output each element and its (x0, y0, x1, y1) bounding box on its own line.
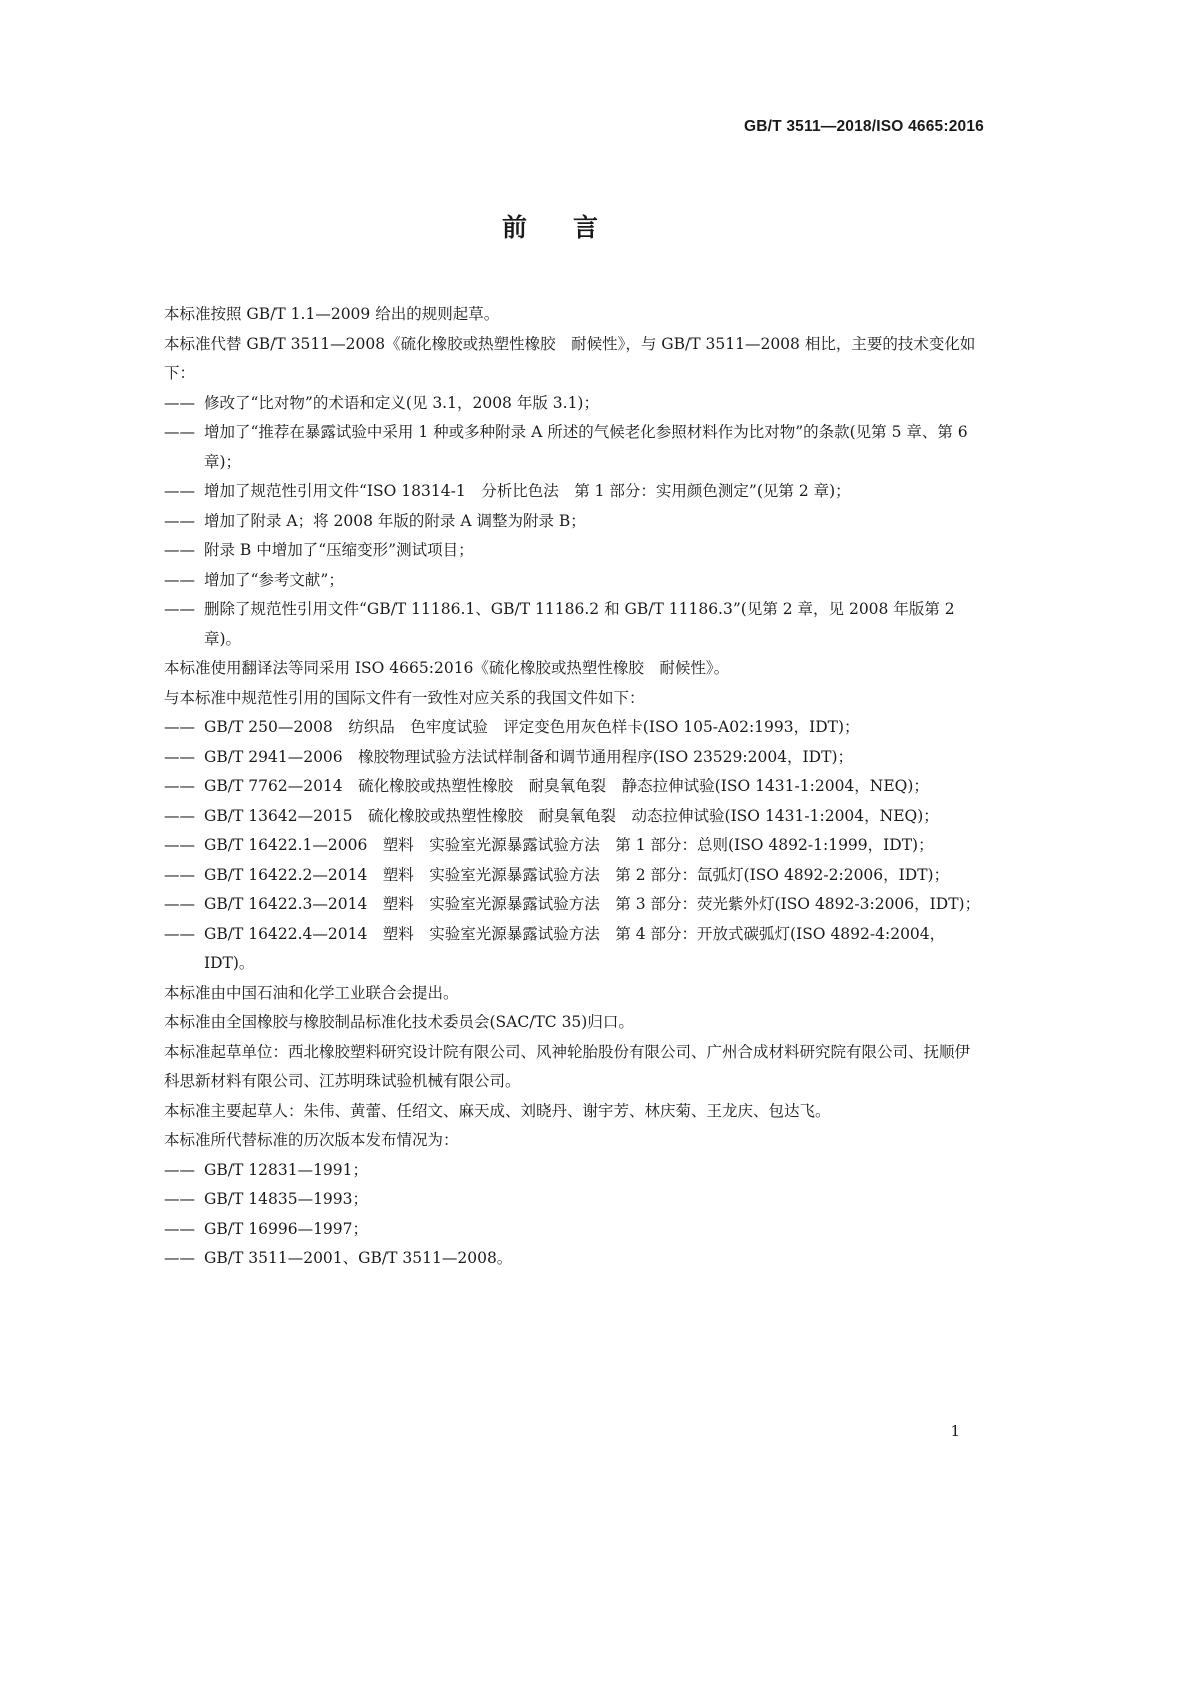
list-item-text: 增加了“推荐在暴露试验中采用 1 种或多种附录 A 所述的气候老化参照材料作为比对物”的条款(见第 5 章、第 6 章)； (204, 423, 968, 471)
list-item (164, 595, 984, 654)
list-item (164, 1185, 984, 1215)
list-item (164, 920, 984, 979)
list-item-text: GB/T 16422.3—2014 塑料 实验室光源暴露试验方法 第 3 部分：荧光紫外灯(ISO 4892-3:2006，IDT)； (204, 895, 981, 913)
paragraph-replacement (124, 330, 984, 389)
history-list (164, 1156, 984, 1274)
paragraph-drafters: 本标准主要起草人：朱伟、黄蕾、任绍文、麻天成、刘晓丹、谢宇芳、林庆菊、王龙庆、包达飞。 (164, 1101, 831, 1120)
list-item (164, 389, 984, 419)
list-item-text: 增加了附录 A；将 2008 年版的附录 A 调整为附录 B； (204, 511, 586, 530)
paragraph-history-intro: 本标准所代替标准的历次版本发布情况为： (164, 1131, 459, 1149)
list-item-text: GB/T 16422.1—2006 塑料 实验室光源暴露试验方法 第 1 部分：总则(ISO 4892-1:1999，IDT)； (204, 836, 934, 854)
dash-marker: —— (164, 600, 195, 618)
list-item-text: GB/T 16422.2—2014 塑料 实验室光源暴露试验方法 第 2 部分：氙弧灯(ISO 4892-2:2006，IDT)； (204, 865, 950, 884)
list-item-text: GB/T 14835—1993； (204, 1190, 369, 1208)
dash-marker: —— (164, 482, 195, 500)
list-item (164, 861, 984, 891)
list-item-text: 增加了“参考文献”； (204, 570, 344, 589)
document-body (164, 300, 984, 1274)
list-item-text: 增加了规范性引用文件“ISO 18314-1 分析比色法 第 1 部分：实用颜色测定”(见第 2 章)； (204, 482, 851, 500)
paragraph-proposer: 本标准由中国石油和化学工业联合会提出。 (164, 983, 459, 1002)
paragraph-drafting-rules: 本标准按照 GB/T 1.1—2009 给出的规则起草。 (164, 305, 500, 323)
dash-marker: —— (164, 541, 195, 559)
dash-marker: —— (164, 1249, 195, 1267)
list-item (164, 477, 984, 507)
paragraph-drafting-units-text: 本标准起草单位：西北橡胶塑料研究设计院有限公司、风神轮胎股份有限公司、广州合成材料研究院有限公司、抚顺伊科思新材料有限公司、江苏明珠试验机械有限公司。 (164, 1042, 971, 1090)
list-item (164, 1156, 984, 1186)
paragraph-drafting-units (124, 1038, 984, 1097)
list-item (164, 743, 984, 773)
references-list (164, 713, 984, 979)
list-item-text: GB/T 16996—1997； (204, 1219, 369, 1238)
dash-marker: —— (164, 924, 195, 943)
standard-code-header: GB/T 3511—2018/ISO 4665:2016 (744, 118, 984, 135)
dash-marker: —— (164, 393, 195, 412)
dash-marker: —— (164, 1190, 195, 1208)
list-item (164, 772, 984, 802)
dash-marker: —— (164, 718, 195, 736)
changes-list (164, 389, 984, 655)
paragraph-references-intro: 与本标准中规范性引用的国际文件有一致性对应关系的我国文件如下： (164, 688, 645, 707)
list-item (164, 536, 984, 566)
list-item (164, 566, 984, 596)
dash-marker: —— (164, 423, 195, 441)
list-item-text: GB/T 2941—2006 橡胶物理试验方法试样制备和调节通用程序(ISO 23529:2004，IDT)； (204, 747, 853, 766)
dash-marker: —— (164, 747, 195, 766)
list-item-text: GB/T 12831—1991； (204, 1160, 369, 1179)
dash-marker: —— (164, 806, 195, 825)
list-item (164, 507, 984, 537)
list-item (164, 1244, 984, 1274)
dash-marker: —— (164, 895, 195, 913)
dash-marker: —— (164, 570, 195, 589)
list-item (164, 890, 984, 920)
list-item (164, 1215, 984, 1245)
list-item-text: 附录 B 中增加了“压缩变形”测试项目； (204, 541, 474, 559)
list-item-text: 删除了规范性引用文件“GB/T 11186.1、GB/T 11186.2 和 GB/T 11186.3”(见第 2 章，见 2008 年版第 2 章)。 (204, 600, 955, 648)
list-item-text: GB/T 16422.4—2014 塑料 实验室光源暴露试验方法 第 4 部分：开放式碳弧灯(ISO 4892-4:2004，IDT)。 (204, 924, 946, 972)
list-item (164, 713, 984, 743)
list-item-text: GB/T 7762—2014 硫化橡胶或热塑性橡胶 耐臭氧龟裂 静态拉伸试验(ISO 1431-1:2004，NEQ)； (204, 777, 929, 795)
dash-marker: —— (164, 836, 195, 854)
paragraph-adoption: 本标准使用翻译法等同采用 ISO 4665:2016《硫化橡胶或热塑性橡胶 耐候性》。 (164, 659, 730, 677)
list-item-text: GB/T 13642—2015 硫化橡胶或热塑性橡胶 耐臭氧龟裂 动态拉伸试验(ISO 1431-1:2004，NEQ)； (204, 806, 939, 825)
list-item-text: GB/T 250—2008 纺织品 色牢度试验 评定变色用灰色样卡(ISO 105-A02:1993，IDT)； (204, 718, 860, 736)
list-item (164, 831, 984, 861)
paragraph-committee: 本标准由全国橡胶与橡胶制品标准化技术委员会(SAC/TC 35)归口。 (164, 1013, 634, 1031)
page-number: 1 (950, 1422, 960, 1440)
page-title: 前言 (501, 213, 644, 242)
list-item-text: GB/T 3511—2001、GB/T 3511—2008。 (204, 1249, 513, 1267)
dash-marker: —— (164, 1219, 195, 1238)
list-item-text: 修改了“比对物”的术语和定义(见 3.1，2008 年版 3.1)； (204, 393, 599, 412)
dash-marker: —— (164, 1160, 195, 1179)
dash-marker: —— (164, 777, 195, 795)
list-item (164, 418, 984, 477)
dash-marker: —— (164, 511, 195, 530)
paragraph-replacement-text: 本标准代替 GB/T 3511—2008《硫化橡胶或热塑性橡胶 耐候性》，与 GB/T 3511—2008 相比，主要的技术变化如下： (164, 334, 976, 382)
dash-marker: —— (164, 865, 195, 884)
list-item (164, 802, 984, 832)
